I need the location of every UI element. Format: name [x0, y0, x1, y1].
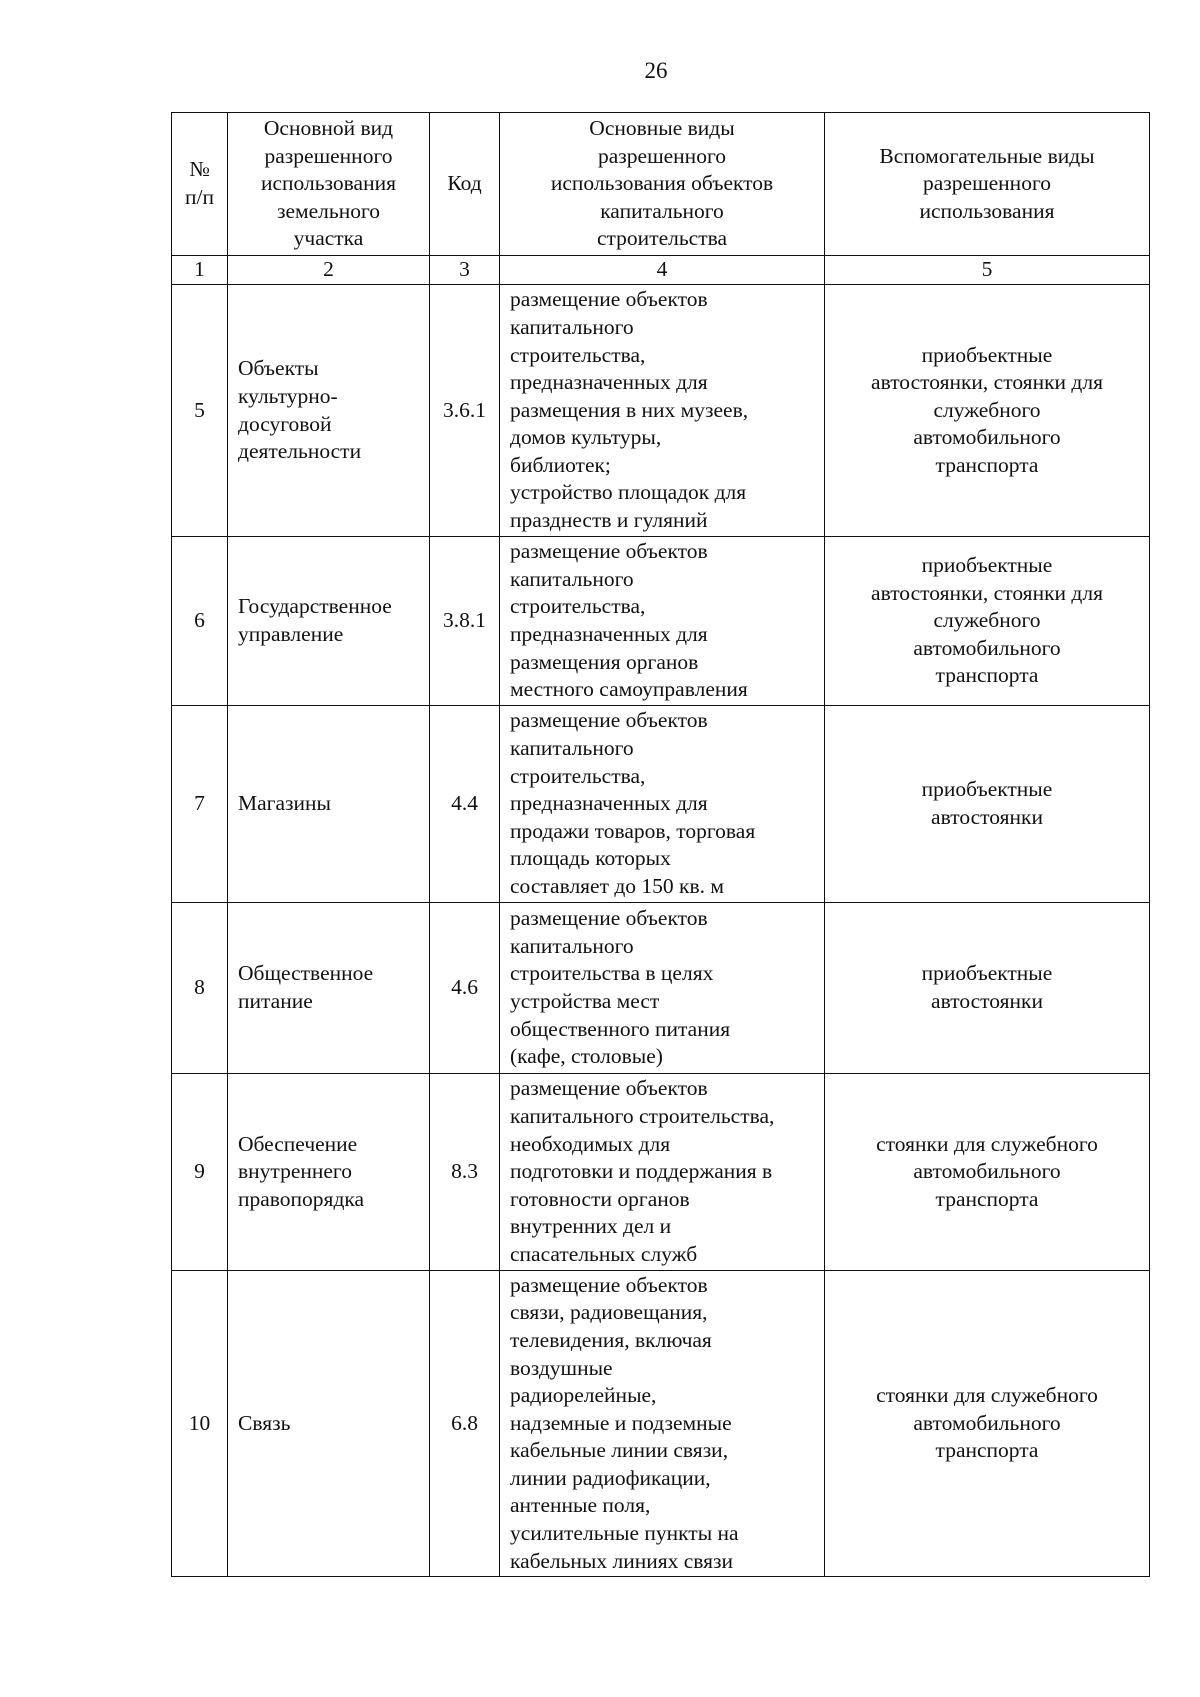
cell-line: (кафе, столовые) [510, 1044, 663, 1069]
cell-line: готовности органов [510, 1186, 690, 1211]
cell-line: внутреннего [238, 1159, 352, 1184]
main-use-description [500, 537, 825, 706]
row-number: 9 [172, 1074, 228, 1271]
land-use-kind [228, 903, 430, 1074]
row-number: 5 [172, 285, 228, 537]
header-text: использования [919, 198, 1055, 223]
cell-line: празднеств и гуляний [510, 508, 708, 533]
cell-line: Объекты [238, 356, 319, 381]
auxiliary-use [825, 285, 1150, 537]
auxiliary-use [825, 1074, 1150, 1271]
cell-line: транспорта [935, 663, 1039, 688]
table-row [172, 285, 1150, 537]
cell-line: домов культуры, [510, 425, 662, 450]
cell-line: внутренних дел и [510, 1214, 672, 1239]
cell-line: связи, радиовещания, [510, 1300, 708, 1325]
cell-line: местного самоуправления [510, 677, 748, 702]
cell-line: библиотек; [510, 452, 611, 477]
table-row [172, 1074, 1150, 1271]
header-text: строительства [596, 226, 728, 251]
land-use-table [171, 112, 1150, 1577]
header-text: капитального [600, 198, 724, 223]
table-row [172, 1271, 1150, 1577]
cell-line: устройство площадок для [510, 480, 747, 505]
column-number-row [172, 256, 1150, 285]
cell-line: Государственное [238, 594, 392, 619]
header-text: разрешенного [598, 143, 726, 168]
cell-line: управление [238, 622, 344, 646]
column-number: 2 [228, 256, 430, 285]
land-use-kind [228, 706, 430, 903]
use-code: 4.4 [430, 706, 500, 903]
cell-line: транспорта [935, 1438, 1039, 1463]
cell-line: составляет до 150 кв. м [510, 873, 725, 898]
header-kind [228, 113, 430, 256]
row-number: 7 [172, 706, 228, 903]
cell-line: предназначенных для [510, 791, 708, 816]
cell-line: кабельных линиях связи [510, 1548, 734, 1573]
cell-line: служебного [933, 608, 1041, 633]
header-text: п/п [185, 185, 214, 209]
cell-line: правопорядка [238, 1186, 365, 1211]
cell-line: антенные поля, [510, 1493, 651, 1518]
cell-line: автостоянки [931, 989, 1043, 1013]
land-use-kind [228, 1271, 430, 1577]
cell-line: Общественное [238, 961, 374, 986]
cell-line: транспорта [935, 452, 1039, 477]
cell-line: спасательных служб [510, 1241, 698, 1266]
auxiliary-use [825, 537, 1150, 706]
cell-line: площадь которых [510, 846, 671, 871]
main-use-description [500, 1074, 825, 1271]
cell-line: размещение объектов [510, 287, 708, 312]
cell-line: необходимых для [510, 1131, 671, 1156]
main-use-description [500, 903, 825, 1074]
cell-line: размещения в них музеев, [510, 397, 749, 422]
cell-line: транспорта [935, 1186, 1039, 1211]
cell-line: подготовки и поддержания в [510, 1159, 773, 1184]
header-text: использования объектов [550, 171, 774, 196]
cell-line: предназначенных для [510, 622, 708, 646]
cell-line: строительства в целях [510, 961, 714, 986]
main-use-description [500, 706, 825, 903]
cell-line: капитального [510, 566, 634, 591]
cell-line: общественного питания [510, 1016, 731, 1041]
row-number: 6 [172, 537, 228, 706]
cell-line: Магазины [238, 791, 331, 816]
column-number: 5 [825, 256, 1150, 285]
cell-line: капитального [510, 736, 634, 761]
cell-line: капитального [510, 314, 634, 339]
header-aux [825, 113, 1150, 256]
table-body [172, 285, 1150, 1577]
cell-line: размещение объектов [510, 906, 708, 931]
use-code: 6.8 [430, 1271, 500, 1577]
cell-line: автомобильного [913, 635, 1061, 660]
cell-line: радиорелейные, [510, 1383, 657, 1408]
land-use-kind [228, 285, 430, 537]
cell-line: автомобильного [913, 1159, 1061, 1184]
cell-line: приобъектные [921, 342, 1053, 367]
header-text: разрешенного [923, 171, 1051, 196]
page-number: 26 [644, 58, 668, 83]
cell-line: размещение объектов [510, 1272, 708, 1297]
cell-line: досуговой [238, 411, 332, 436]
header-text: Основной вид [263, 116, 394, 141]
cell-line: размещение объектов [510, 708, 708, 733]
cell-line: капитального [510, 933, 634, 958]
cell-line: автостоянки, стоянки для [871, 370, 1103, 395]
cell-line: Обеспечение [238, 1131, 358, 1156]
header-num [172, 113, 228, 256]
cell-line: стоянки для служебного [876, 1383, 1098, 1408]
land-use-kind [228, 1074, 430, 1271]
header-text: участка [293, 226, 364, 251]
cell-line: телевидения, включая [510, 1327, 712, 1352]
cell-line: усилительные пункты на [510, 1521, 739, 1546]
cell-line: воздушные [510, 1355, 613, 1380]
cell-line: приобъектные [921, 961, 1053, 986]
header-row [172, 113, 1150, 256]
cell-line: продажи товаров, торговая [510, 818, 756, 843]
cell-line: строительства, [510, 763, 646, 788]
cell-line: устройства мест [510, 989, 660, 1013]
auxiliary-use [825, 706, 1150, 903]
header-text: Код [447, 171, 482, 196]
header-text: № [189, 157, 210, 182]
use-code: 4.6 [430, 903, 500, 1074]
cell-line: размещения органов [510, 649, 699, 674]
header-text: разрешенного [264, 143, 393, 168]
auxiliary-use [825, 903, 1150, 1074]
main-use-description [500, 1271, 825, 1577]
cell-line: приобъектные [921, 777, 1053, 802]
header-main [500, 113, 825, 256]
cell-line: размещение объектов [510, 539, 708, 564]
table-row [172, 903, 1150, 1074]
use-code: 3.6.1 [430, 285, 500, 537]
cell-line: кабельные линии связи, [510, 1438, 729, 1463]
cell-line: автомобильного [913, 1410, 1061, 1435]
column-number: 3 [430, 256, 500, 285]
column-number: 4 [500, 256, 825, 285]
auxiliary-use [825, 1271, 1150, 1577]
cell-line: размещение объектов [510, 1076, 708, 1101]
cell-line: предназначенных для [510, 370, 708, 395]
row-number: 10 [172, 1271, 228, 1577]
land-use-kind [228, 537, 430, 706]
row-number: 8 [172, 903, 228, 1074]
cell-line: надземные и подземные [510, 1410, 732, 1435]
header-text: земельного [276, 198, 380, 223]
header-text: Основные виды [589, 116, 735, 141]
cell-line: линии радиофикации, [510, 1465, 711, 1490]
header-text: Вспомогательные виды [879, 143, 1095, 168]
cell-line: приобъектные [921, 553, 1053, 578]
cell-line: питание [238, 989, 313, 1013]
header-text: использования [261, 171, 396, 196]
cell-line: строительства, [510, 342, 646, 367]
table-row [172, 537, 1150, 706]
cell-line: Связь [238, 1410, 291, 1435]
table-row [172, 706, 1150, 903]
cell-line: строительства, [510, 594, 646, 619]
main-use-description [500, 285, 825, 537]
cell-line: деятельности [238, 439, 362, 464]
cell-line: служебного [933, 397, 1041, 422]
cell-line: автостоянки, стоянки для [871, 580, 1103, 605]
cell-line: культурно- [238, 383, 338, 408]
header-code [430, 113, 500, 256]
cell-line: автомобильного [913, 425, 1061, 450]
cell-line: автостоянки [931, 805, 1043, 829]
use-code: 3.8.1 [430, 537, 500, 706]
cell-line: стоянки для служебного [876, 1131, 1098, 1156]
column-number: 1 [172, 256, 228, 285]
cell-line: капитального строительства, [510, 1104, 775, 1129]
use-code: 8.3 [430, 1074, 500, 1271]
